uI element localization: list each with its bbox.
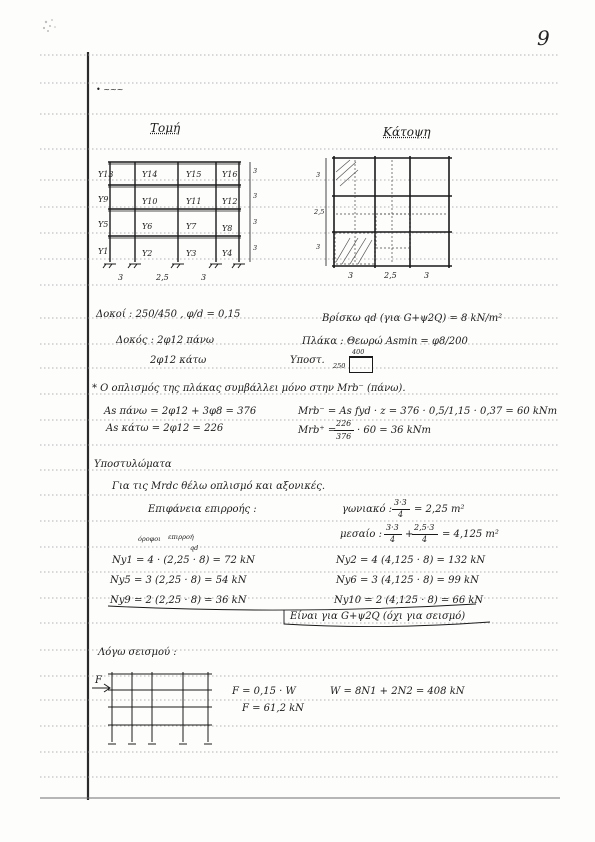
mid-num2: 2,5·3 [414, 523, 435, 532]
col-label: Y4 [222, 249, 233, 258]
beams-line1-right: Βρίσκω qd (για G+ψ2Q) = 8 kN/m² [322, 313, 503, 324]
bay-dim: 3 [201, 273, 207, 282]
as-top: As πάνω = 2φ12 + 3φ8 = 376 [104, 406, 257, 417]
support-box-left: 250 [333, 362, 346, 370]
page-number: 9 [537, 26, 550, 50]
plan-dim-left: 2,5 [314, 208, 325, 216]
col-label: Y3 [186, 249, 197, 258]
plan-dim-bottom: 3 [348, 271, 354, 280]
slab-note-line: * Ο οπλισμός της πλάκας συμβάλλει μόνο στην Mrb⁻ (πάνω). [92, 383, 406, 394]
columns-heading: Υποστυλώματα [94, 459, 172, 470]
col-label: Y5 [98, 220, 109, 229]
area-label: Επιφάνεια επιρροής : [148, 504, 257, 515]
ny5: Ny5 = 3 (2,25 · 8) = 54 kN [110, 575, 247, 586]
as-bottom: As κάτω = 2φ12 = 226 [106, 423, 224, 434]
mid-den2: 4 [422, 535, 428, 544]
col-label: Y2 [142, 249, 153, 258]
seismic-eq2: W = 8N1 + 2N2 = 408 kN [330, 686, 465, 697]
seismic-eq3: F = 61,2 kN [242, 703, 304, 714]
plan-title: Κάτοψη [383, 125, 431, 139]
beams-line2-right: Πλάκα : Θεωρώ Asmin = φ8/200 [302, 336, 468, 347]
corner-result: = 2,25 m² [414, 504, 465, 515]
bay-dim: 3 [118, 273, 124, 282]
mrb-positive-num: 226 [336, 419, 352, 428]
corner-num: 3·3 [394, 498, 407, 507]
mid-num1: 3·3 [386, 523, 399, 532]
ny1: Ny1 = 4 · (2,25 · 8) = 72 kN [112, 555, 255, 566]
col-label: Y7 [186, 222, 197, 231]
corner-label: γωνιακό : [342, 504, 393, 515]
col-label: Y1 [98, 247, 109, 256]
col-label: Y6 [142, 222, 153, 231]
plan-dim-left: 3 [316, 243, 321, 251]
corner-den: 4 [398, 510, 404, 519]
storey-dim: 3 [253, 192, 258, 200]
storey-dim: 3 [253, 218, 258, 226]
annot-area: επιρροή [168, 533, 194, 541]
annot-floors: όροφοι [138, 535, 161, 543]
ny9: Ny9 = 2 (2,25 · 8) = 36 kN [110, 595, 247, 606]
beams-line1-left: Δοκοί : 250/450 , φ/d = 0,15 [96, 309, 241, 320]
beams-line3-left: 2φ12 κάτω [150, 355, 207, 366]
mid-plus: + [405, 529, 414, 540]
col-label: Y14 [142, 170, 158, 179]
mrb-positive-rhs: · 60 = 36 kNm [357, 425, 432, 436]
support-box-top: 400 [352, 348, 365, 356]
plan-dim-bottom: 2,5 [384, 271, 397, 280]
mrb-negative: Mrb⁻ = As fyd · z = 376 · 0,5/1,15 · 0,37 = 60 kNm [298, 406, 558, 417]
col-label: Y16 [222, 170, 238, 179]
col-label: Y13 [98, 170, 114, 179]
ny2: Ny2 = 4 (4,125 · 8) = 132 kN [336, 555, 486, 566]
force-label: F [95, 675, 102, 686]
section-title: Τομή [150, 121, 181, 135]
ny10: Ny10 = 2 (4,125 · 8) = 66 kN [334, 595, 484, 606]
bay-dim: 2,5 [156, 273, 169, 282]
columns-intro: Για τις Mrdc θέλω οπλισμό και αξονικές. [112, 481, 326, 492]
seismic-heading: Λόγω σεισμού : [98, 647, 177, 658]
beams-line3-right: Υποστ. [290, 355, 325, 366]
col-label: Y10 [142, 197, 158, 206]
col-label: Y9 [98, 195, 109, 204]
ny6: Ny6 = 3 (4,125 · 8) = 99 kN [336, 575, 479, 586]
mid-den1: 4 [390, 535, 396, 544]
load-case-note: Είναι για G+ψ2Q (όχι για σεισμό) [290, 611, 466, 622]
col-label: Y12 [222, 197, 238, 206]
storey-dim: 3 [253, 244, 258, 252]
mrb-positive-den: 376 [336, 432, 352, 441]
storey-dim: 3 [253, 167, 258, 175]
col-label: Y11 [186, 197, 202, 206]
beams-line2-left: Δοκός : 2φ12 πάνω [116, 335, 214, 346]
mrb-positive-lhs: Mrb⁺ = [298, 425, 337, 436]
mid-result: = 4,125 m² [442, 529, 499, 540]
plan-dim-bottom: 3 [424, 271, 430, 280]
col-label: Y8 [222, 224, 233, 233]
mid-label: μεσαίο : [340, 529, 382, 540]
seismic-eq1: F = 0,15 · W [232, 686, 296, 697]
plan-dim-left: 3 [316, 171, 321, 179]
annot-qd: qd [190, 544, 199, 552]
header-mark: • ~~~ [96, 85, 124, 94]
col-label: Y15 [186, 170, 202, 179]
